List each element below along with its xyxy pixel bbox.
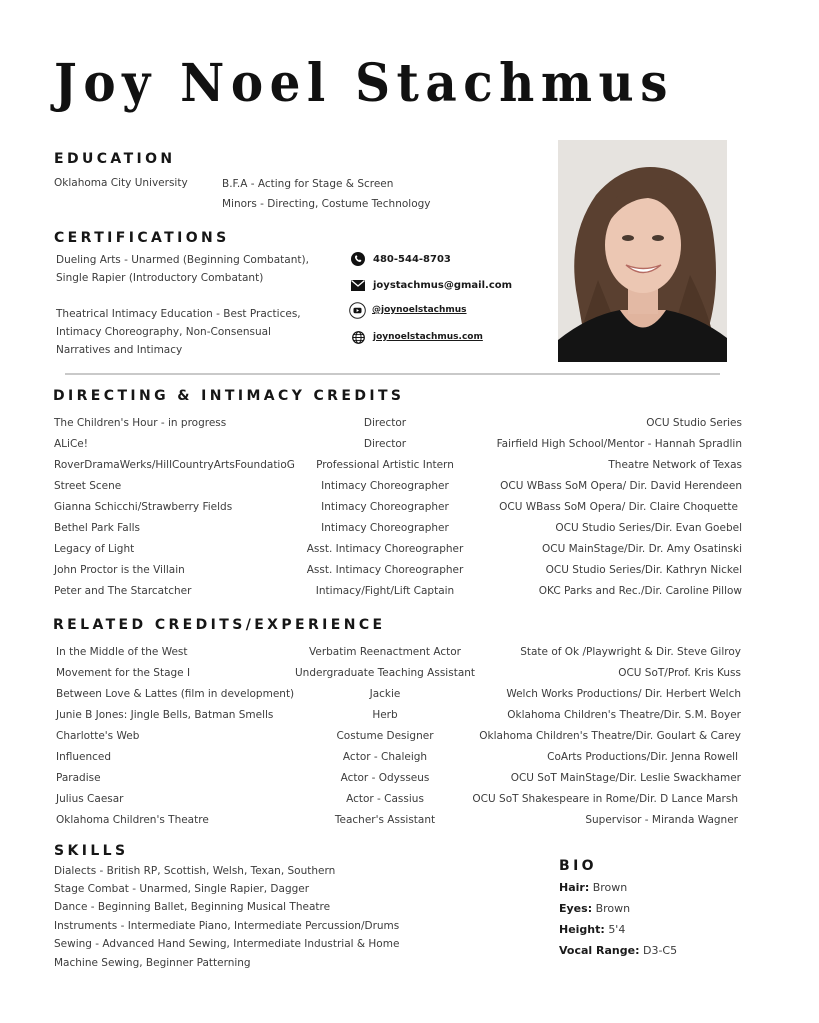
- skill-line: Dialects - British RP, Scottish, Welsh, Texan, Southern: [54, 865, 336, 877]
- credit-company: OCU Studio Series: [646, 417, 742, 429]
- credit-role: Intimacy Choreographer: [321, 501, 449, 513]
- credit-role: Intimacy Choreographer: [321, 480, 449, 492]
- bio-value: Brown: [592, 881, 628, 894]
- directing-row: [54, 584, 742, 605]
- skill-line: Dance - Beginning Ballet, Beginning Musical Theatre: [54, 901, 331, 913]
- credit-title: Paradise: [56, 772, 101, 784]
- credit-role: Undergraduate Teaching Assistant: [294, 667, 476, 679]
- credit-title: Street Scene: [54, 480, 122, 492]
- bio-label: Height:: [559, 923, 605, 936]
- credit-title: In the Middle of the West: [56, 646, 188, 658]
- credit-title: ALiCe!: [54, 438, 88, 450]
- email-address: joystachmus@gmail.com: [373, 279, 513, 291]
- credit-company: OCU WBass SoM Opera/ Dir. David Herendeen: [500, 480, 742, 492]
- credit-role: Intimacy/Fight/Lift Captain: [315, 585, 455, 597]
- credit-title: Oklahoma Children's Theatre: [56, 814, 209, 826]
- skill-line: Sewing - Advanced Hand Sewing, Intermediate Industrial & Home: [54, 938, 400, 950]
- credit-company: State of Ok /Playwright & Dir. Steve Gilroy: [520, 646, 741, 658]
- credit-company: OCU Studio Series/Dir. Kathryn Nickel: [545, 564, 742, 576]
- credit-company: OKC Parks and Rec./Dir. Caroline Pillow: [538, 585, 742, 597]
- credit-role: Jackie: [369, 688, 401, 700]
- related-row: [56, 687, 741, 708]
- phone-icon: [351, 252, 365, 266]
- credit-company: OCU WBass SoM Opera/ Dir. Claire Choquette: [499, 501, 738, 513]
- globe-icon: [351, 330, 365, 344]
- credit-title: The Children's Hour - in progress: [54, 417, 227, 429]
- bio-heading: BIO: [559, 858, 597, 874]
- related-row: [56, 729, 741, 750]
- credit-company: Oklahoma Children's Theatre/Dir. S.M. Boyer: [507, 709, 741, 721]
- related-row: [56, 666, 741, 687]
- credit-title: Peter and The Starcatcher: [54, 585, 192, 597]
- education-degree: B.F.A - Acting for Stage & Screen: [222, 178, 394, 190]
- bio-height: [559, 923, 625, 936]
- credit-company: OCU SoT Shakespeare in Rome/Dir. D Lance Marsh: [472, 793, 738, 805]
- credit-company: Oklahoma Children's Theatre/Dir. Goulart & Carey: [479, 730, 741, 742]
- youtube-handle[interactable]: @joynoelstachmus: [372, 305, 467, 315]
- credit-role: Actor - Cassius: [346, 793, 424, 805]
- credit-company: OCU Studio Series/Dir. Evan Goebel: [555, 522, 742, 534]
- bio-hair: [559, 881, 627, 894]
- credit-title: John Proctor is the Villain: [54, 564, 185, 576]
- credit-title: Influenced: [56, 751, 112, 763]
- credit-role: Director: [363, 417, 407, 429]
- directing-row: [54, 458, 742, 479]
- directing-row: [54, 542, 742, 563]
- certification-line: Theatrical Intimacy Education - Best Practices,: [56, 308, 301, 320]
- credit-role: Costume Designer: [336, 730, 434, 742]
- certification-line: Intimacy Choreography, Non-Consensual: [56, 326, 271, 338]
- certification-line: Dueling Arts - Unarmed (Beginning Combatant),: [56, 254, 309, 266]
- directing-row: [54, 521, 742, 542]
- website-url[interactable]: joynoelstachmus.com: [373, 332, 483, 342]
- credit-role: Asst. Intimacy Choreographer: [306, 543, 464, 555]
- credit-company: OCU SoT MainStage/Dir. Leslie Swackhamer: [510, 772, 741, 784]
- youtube-icon: [349, 302, 366, 319]
- education-school: Oklahoma City University: [54, 177, 188, 189]
- bio-vocal-range: [559, 944, 677, 957]
- bio-value: D3-C5: [642, 944, 678, 957]
- related-row: [56, 645, 741, 666]
- credit-role: Teacher's Assistant: [334, 814, 436, 826]
- certification-line: Narratives and Intimacy: [56, 344, 183, 356]
- credit-title: Julius Caesar: [56, 793, 124, 805]
- bio-label: Eyes:: [559, 902, 593, 915]
- contact-email[interactable]: [351, 277, 512, 293]
- resume-name: Joy Noel Stachmus: [54, 53, 674, 114]
- contact-website[interactable]: [351, 329, 483, 345]
- headshot-illustration: [558, 140, 727, 362]
- credit-company: CoArts Productions/Dir. Jenna Rowell: [547, 751, 738, 763]
- education-heading: EDUCATION: [54, 151, 176, 167]
- directing-row: [54, 416, 742, 437]
- related-row: [56, 708, 741, 729]
- credit-title: Bethel Park Falls: [54, 522, 140, 534]
- skills-heading: SKILLS: [54, 843, 129, 859]
- bio-value: 5'4: [608, 923, 626, 936]
- bio-label: Vocal Range:: [559, 944, 640, 957]
- certification-line: Single Rapier (Introductory Combatant): [56, 272, 264, 284]
- credit-company: Theatre Network of Texas: [608, 459, 742, 471]
- credit-role: Herb: [372, 709, 398, 721]
- skill-line: Instruments - Intermediate Piano, Intermediate Percussion/Drums: [54, 920, 400, 932]
- credit-title: Legacy of Light: [54, 543, 135, 555]
- credit-role: Actor - Chaleigh: [342, 751, 428, 763]
- credit-title: Movement for the Stage I: [56, 667, 191, 679]
- credit-role: Director: [363, 438, 407, 450]
- credit-role: Actor - Odysseus: [340, 772, 430, 784]
- skill-line: Machine Sewing, Beginner Patterning: [54, 957, 251, 969]
- credit-role: Verbatim Reenactment Actor: [309, 646, 461, 658]
- credit-title: Junie B Jones: Jingle Bells, Batman Smells: [56, 709, 274, 721]
- credit-title: Between Love & Lattes (film in development): [56, 688, 295, 700]
- credit-role: Professional Artistic Intern: [316, 459, 454, 471]
- skill-line: Stage Combat - Unarmed, Single Rapier, Dagger: [54, 883, 310, 895]
- credit-company: OCU MainStage/Dir. Dr. Amy Osatinski: [542, 543, 742, 555]
- credit-title: Charlotte's Web: [56, 730, 140, 742]
- related-heading: RELATED CREDITS/EXPERIENCE: [53, 617, 386, 633]
- directing-row: [54, 479, 742, 500]
- contact-youtube[interactable]: [349, 302, 467, 318]
- directing-heading: DIRECTING & INTIMACY CREDITS: [53, 388, 405, 404]
- related-row: [56, 771, 741, 792]
- credit-role: Asst. Intimacy Choreographer: [306, 564, 464, 576]
- directing-row: [54, 563, 742, 584]
- bio-eyes: [559, 902, 630, 915]
- credit-company: Welch Works Productions/ Dir. Herbert Welch: [506, 688, 741, 700]
- section-divider: [65, 373, 720, 375]
- mail-icon: [351, 278, 365, 292]
- phone-number: 480-544-8703: [373, 253, 451, 265]
- directing-row: [54, 437, 742, 458]
- credit-role: Intimacy Choreographer: [321, 522, 449, 534]
- related-row: [56, 792, 741, 813]
- contact-phone[interactable]: [351, 251, 451, 267]
- related-row: [56, 750, 741, 771]
- headshot-photo: [558, 140, 727, 362]
- credit-title: RoverDramaWerks/HillCountryArtsFoundatioG: [54, 459, 295, 471]
- credit-company: Fairfield High School/Mentor - Hannah Spradlin: [496, 438, 742, 450]
- bio-label: Hair:: [559, 881, 590, 894]
- education-minors: Minors - Directing, Costume Technology: [222, 198, 431, 210]
- credit-company: Supervisor - Miranda Wagner: [585, 814, 738, 826]
- certifications-heading: CERTIFICATIONS: [54, 230, 230, 246]
- bio-value: Brown: [595, 902, 631, 915]
- credit-company: OCU SoT/Prof. Kris Kuss: [618, 667, 741, 679]
- related-row: [56, 813, 741, 834]
- directing-row: [54, 500, 742, 521]
- credit-title: Gianna Schicchi/Strawberry Fields: [54, 501, 233, 513]
